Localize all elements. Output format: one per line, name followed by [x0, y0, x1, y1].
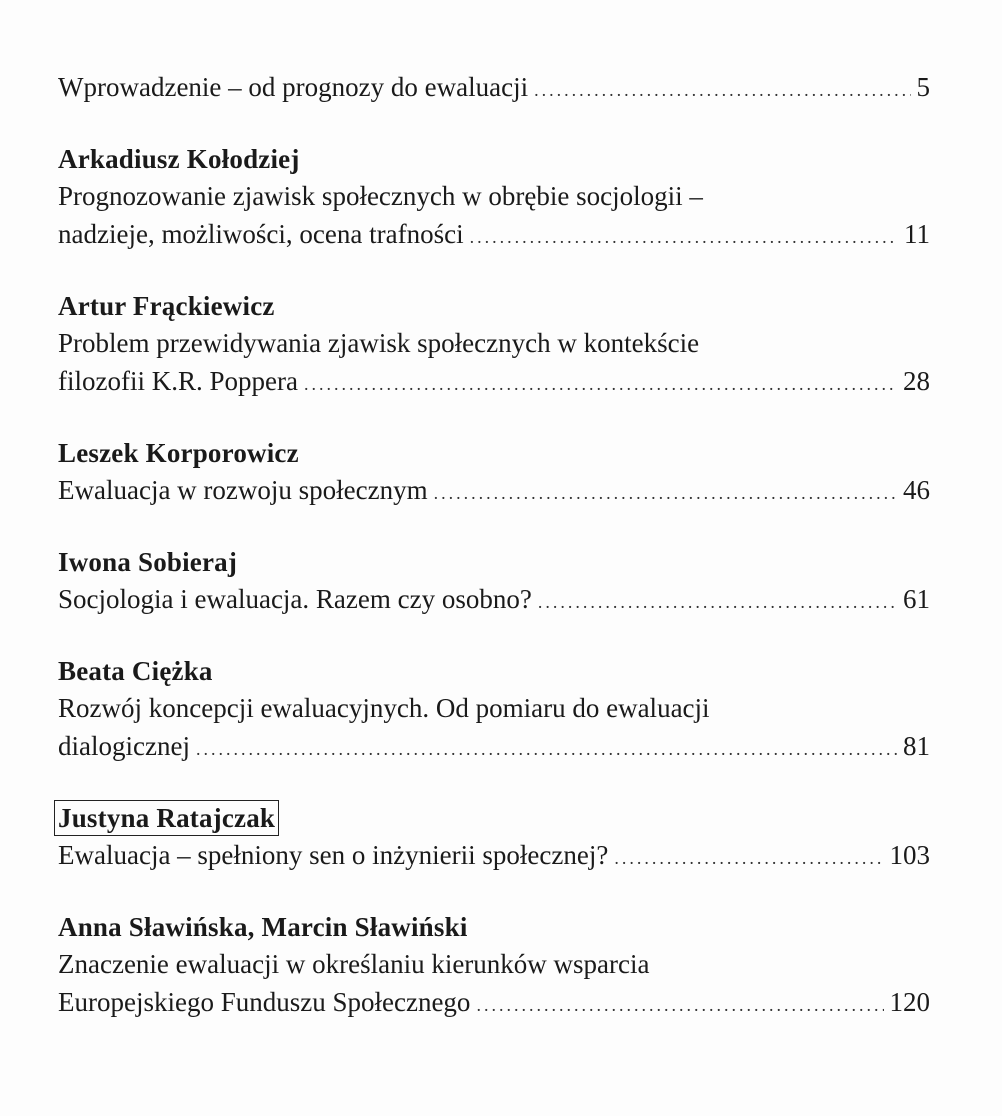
table-of-contents [58, 68, 930, 1056]
toc-title-line: Problem przewidywania zjawisk społecznych w kontekście [58, 328, 700, 358]
toc-page-number: 61 [903, 584, 930, 614]
toc-page-number: 103 [889, 840, 930, 870]
toc-title: Socjologia i ewaluacja. Razem czy osobno? [58, 584, 532, 614]
toc-line[interactable] [58, 471, 930, 512]
toc-line[interactable] [58, 727, 930, 768]
dot-leader [476, 986, 883, 1024]
toc-page-number: 28 [903, 366, 930, 396]
toc-title: filozofii K.R. Poppera [58, 366, 298, 396]
toc-line[interactable] [58, 580, 930, 621]
toc-title-line: Prognozowanie zjawisk społecznych w obrębie socjologii – [58, 181, 703, 211]
toc-line[interactable] [58, 836, 930, 877]
toc-author: Arkadiusz Kołodziej [58, 144, 300, 174]
dot-leader [538, 583, 897, 621]
dot-leader [304, 365, 897, 403]
toc-page-number: 81 [903, 731, 930, 761]
toc-line[interactable] [58, 68, 930, 109]
toc-page-number: 11 [904, 219, 930, 249]
dot-leader [196, 730, 897, 768]
dot-leader [614, 839, 883, 877]
dot-leader [534, 71, 910, 109]
toc-title: Europejskiego Funduszu Społecznego [58, 987, 471, 1017]
toc-page-number: 5 [916, 72, 930, 102]
toc-entry [58, 800, 930, 877]
toc-page-number: 120 [889, 987, 930, 1017]
toc-entry [58, 909, 930, 1024]
toc-line[interactable] [58, 983, 930, 1024]
toc-author: Anna Sławińska, Marcin Sławiński [58, 912, 468, 942]
toc-entry-intro [58, 68, 930, 109]
toc-title-line: Rozwój koncepcji ewaluacyjnych. Od pomiaru do ewaluacji [58, 693, 710, 723]
toc-entry [58, 544, 930, 621]
toc-author: Iwona Sobieraj [58, 547, 238, 577]
toc-title: nadzieje, możliwości, ocena trafności [58, 219, 464, 249]
toc-author: Artur Frąckiewicz [58, 291, 275, 321]
toc-page-number: 46 [903, 475, 930, 505]
dot-leader [470, 218, 898, 256]
toc-author: Beata Ciężka [58, 656, 213, 686]
dot-leader [434, 474, 897, 512]
toc-author: Leszek Korporowicz [58, 438, 299, 468]
toc-entry [58, 653, 930, 768]
toc-author-highlighted: Justyna Ratajczak [54, 800, 279, 836]
toc-entry [58, 288, 930, 403]
toc-line[interactable] [58, 362, 930, 403]
toc-entry [58, 141, 930, 256]
toc-title-line: Znaczenie ewaluacji w określaniu kierunków wsparcia [58, 949, 650, 979]
toc-title: Wprowadzenie – od prognozy do ewaluacji [58, 72, 529, 102]
toc-title: Ewaluacja – spełniony sen o inżynierii społecznej? [58, 840, 609, 870]
toc-title: Ewaluacja w rozwoju społecznym [58, 475, 428, 505]
toc-line[interactable] [58, 215, 930, 256]
toc-title: dialogicznej [58, 731, 190, 761]
toc-entry [58, 435, 930, 512]
